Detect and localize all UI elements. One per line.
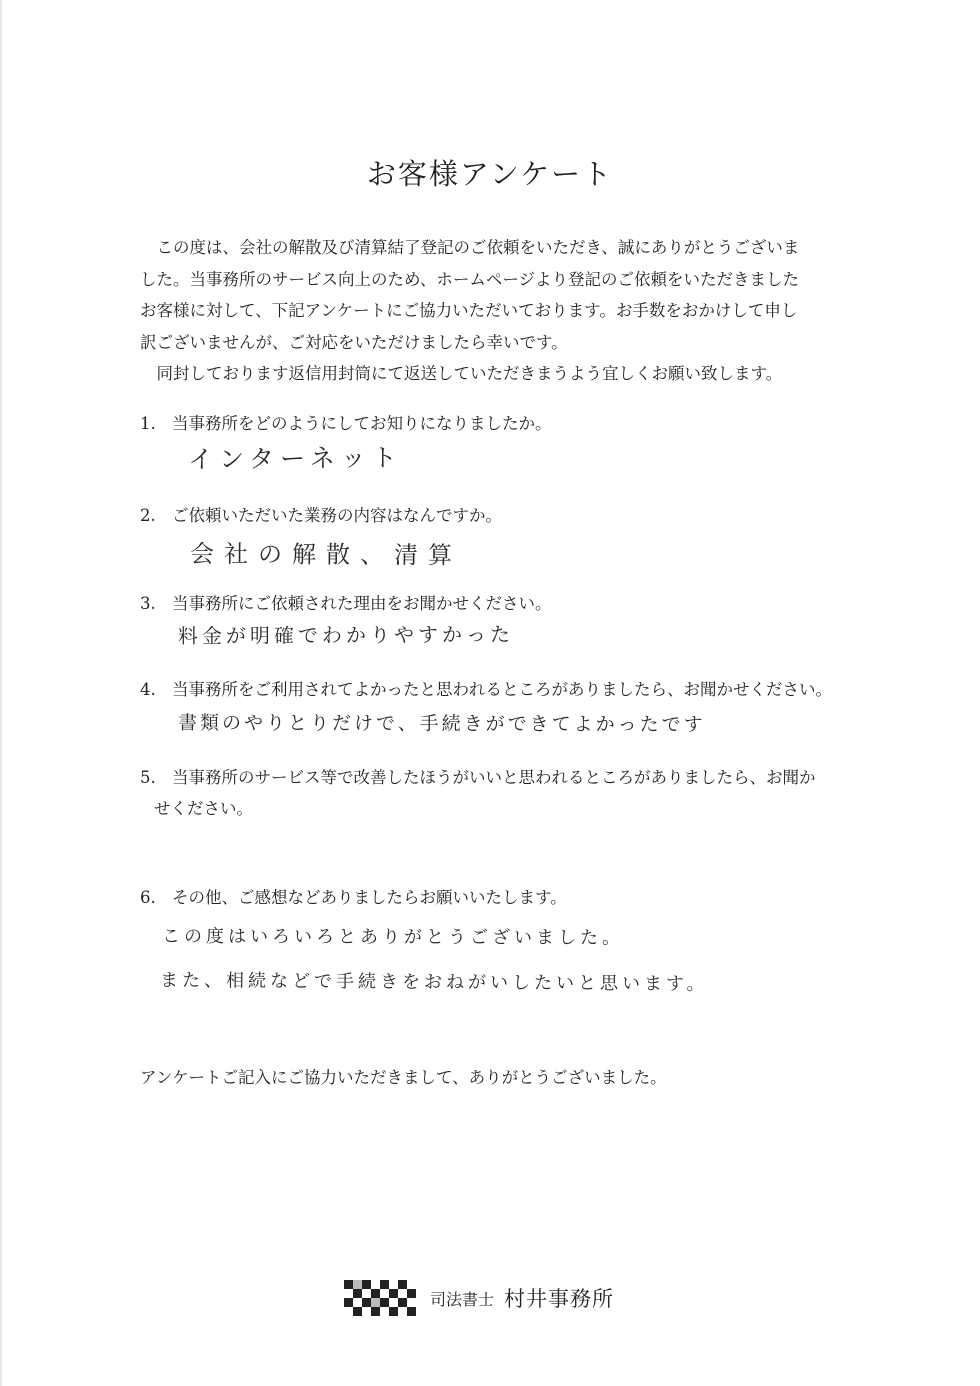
question-3 — [140, 588, 860, 619]
page-title: お客様アンケート — [366, 157, 614, 191]
answer-2: 会社の解散、清算 — [189, 540, 463, 570]
question-number: 3. — [140, 594, 156, 613]
intro-line: 訳ございませんが、ご対応をいただけましたら幸いです。 — [140, 332, 568, 352]
intro-line: お客様に対して、下記アンケートにご協力いただいております。お手数をおかけして申し — [140, 301, 798, 320]
question-6 — [140, 882, 860, 913]
answer-1: インターネット — [187, 443, 403, 474]
scan-edge — [0, 0, 2, 1386]
question-text: 当事務所にご依頼された理由をお聞かせください。 — [172, 594, 552, 613]
intro-line: 同封しております返信用封筒にて返送していただきまうよう宜しくお願い致します。 — [140, 364, 783, 383]
intro-line: した。当事務所のサービス向上のため、ホームページより登記のご依頼をいただきました — [140, 269, 800, 289]
answer-6-line-1: この度はいろいろとありがとうございました。 — [161, 926, 625, 949]
question-number: 4. — [140, 680, 156, 699]
checkered-logo-icon — [344, 1280, 416, 1316]
answer-3: 料金が明確でわかりやすかった — [177, 622, 515, 648]
question-text: その他、ご感想などありましたらお願いいたします。 — [172, 888, 567, 907]
answer-6-line-2: また、相続などで手続きをおねがいしたいと思います。 — [159, 970, 709, 995]
question-text-continued: せください。 — [154, 799, 253, 818]
footer — [344, 1278, 614, 1318]
question-4 — [140, 674, 860, 705]
question-number: 6. — [140, 888, 156, 907]
question-number: 2. — [140, 506, 156, 525]
question-5 — [140, 762, 860, 824]
intro-line: この度は、会社の解散及び清算結了登記のご依頼をいただき、誠にありがとうございま — [140, 238, 800, 257]
intro-text — [140, 232, 860, 390]
answer-4: 書類のやりとりだけで、手続きができてよかったです — [177, 712, 706, 736]
footer-office-name: 村井事務所 — [504, 1287, 615, 1311]
question-number: 1. — [140, 414, 156, 433]
question-text: ご依頼いただいた業務の内容はなんですか。 — [172, 506, 502, 525]
question-number: 5. — [140, 768, 156, 787]
question-2 — [140, 500, 860, 531]
question-text: 当事務所をどのようにしてお知りになりましたか。 — [172, 414, 552, 433]
question-1 — [140, 408, 860, 439]
question-text: 当事務所のサービス等で改善したほうがいいと思われるところがありましたら、お聞か — [172, 768, 816, 787]
question-text: 当事務所をご利用されてよかったと思われるところがありましたら、お聞かせください。 — [172, 680, 832, 699]
closing-text: アンケートご記入にご協力いただきまして、ありがとうございました。 — [140, 1068, 667, 1087]
footer-org-type: 司法書士 — [430, 1289, 495, 1309]
